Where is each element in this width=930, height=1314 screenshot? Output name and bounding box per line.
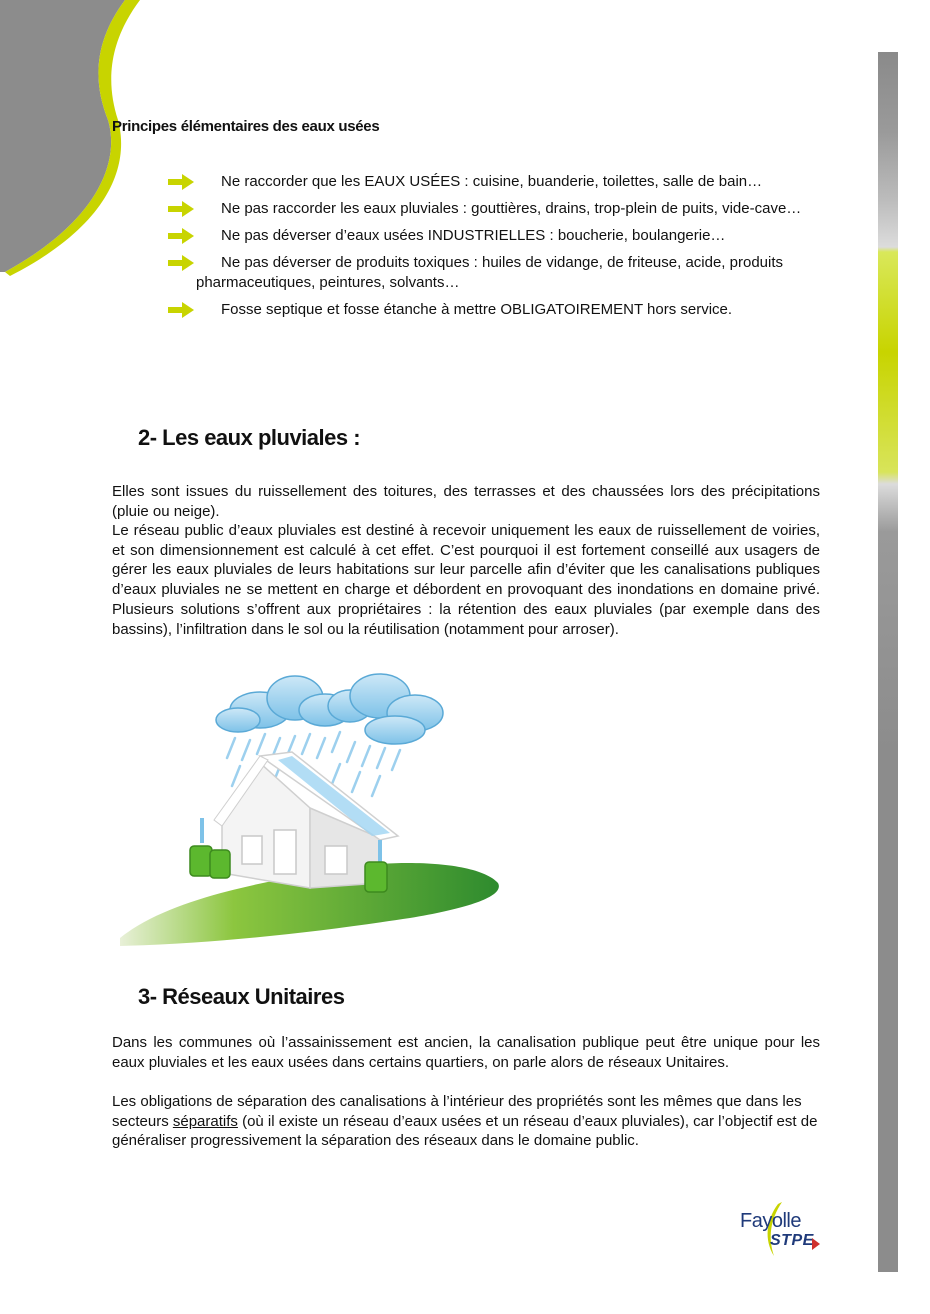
bullet-item xyxy=(168,172,808,192)
bullet-text: Ne raccorder que les EAUX USÉES : cuisine, buanderie, toilettes, salle de bain… xyxy=(221,173,763,190)
bullet-text: Fosse septique et fosse étanche à mettre OBLIGATOIREMENT hors service. xyxy=(221,301,733,318)
paragraph-unitaires-obligations xyxy=(112,1092,820,1151)
underlined-term-separatifs: séparatifs xyxy=(172,1112,238,1130)
paragraph-text-after: (où il existe un réseau d’eaux usées et un réseau d’eaux pluviales), car l’objectif est de généraliser progressivement la séparation des réseaux dans le domaine public. xyxy=(112,1112,818,1150)
house-rain-illustration xyxy=(110,668,510,950)
paragraph-unitaires-intro: Dans les communes où l’assainissement est ancien, la canalisation publique peut être unique pour les eaux pluviales et les eaux usées dans certains quartiers, on parle alors de réseaux Unitaires. xyxy=(112,1034,820,1071)
fayolle-stpe-logo xyxy=(738,1198,822,1264)
arrow-right-icon xyxy=(168,302,196,318)
section-heading-eaux-pluviales: 2- Les eaux pluviales : xyxy=(138,425,361,450)
section-heading-eaux-usees: Principes élémentaires des eaux usées xyxy=(112,118,380,135)
logo-subtitle: STPE xyxy=(770,1232,814,1249)
section-heading-reseaux-unitaires: 3- Réseaux Unitaires xyxy=(138,984,345,1009)
logo-wordmark: Fayolle xyxy=(740,1210,801,1232)
side-color-bar xyxy=(878,52,898,1272)
bullet-item xyxy=(168,226,808,246)
paragraph-text-before: Les obligations de séparation des canalisations à l’intérieur des propriétés sont les mêmes que dans les secteurs xyxy=(112,1093,802,1130)
arrow-right-icon xyxy=(168,201,196,217)
bullet-text: Ne pas raccorder les eaux pluviales : gouttières, drains, trop-plein de puits, vide-cave… xyxy=(221,200,802,217)
bullet-text: Ne pas déverser d’eaux usées INDUSTRIELLES : boucherie, boulangerie… xyxy=(221,227,726,244)
corner-decoration xyxy=(0,0,140,280)
bullet-list xyxy=(168,172,808,327)
paragraph-pluviales-intro: Elles sont issues du ruissellement des toitures, des terrasses et des chaussées lors des précipitations (pluie ou neige). xyxy=(112,483,820,520)
arrow-right-icon xyxy=(168,228,196,244)
bullet-item xyxy=(168,253,808,293)
paragraph-pluviales-reseau: Le réseau public d’eaux pluviales est destiné à recevoir uniquement les eaux de ruissellement de voiries, et son dimensionnement est calculé à cet effet. C’est pourquoi il est fortement conseillé aux usagers de gérer les eaux pluviales de leurs habitations sur leur parcelle afin d’éviter que les canalisations publiques d’eaux pluviales ne se mettent en charge et débordent en provoquant des inondations en domaine privé. Plusieurs solutions s’offrent aux propriétaires : la rétention des eaux pluviales (par exemple dans des bassins), l’infiltration dans le sol ou la réutilisation (notamment pour arroser). xyxy=(112,522,820,638)
arrow-right-icon xyxy=(168,174,196,190)
bullet-item xyxy=(168,199,808,219)
arrow-right-icon xyxy=(168,255,196,271)
bullet-text: Ne pas déverser de produits toxiques : huiles de vidange, de friteuse, acide, produits pharmaceutiques, peintures, solvants… xyxy=(196,254,784,291)
bullet-item xyxy=(168,300,808,320)
